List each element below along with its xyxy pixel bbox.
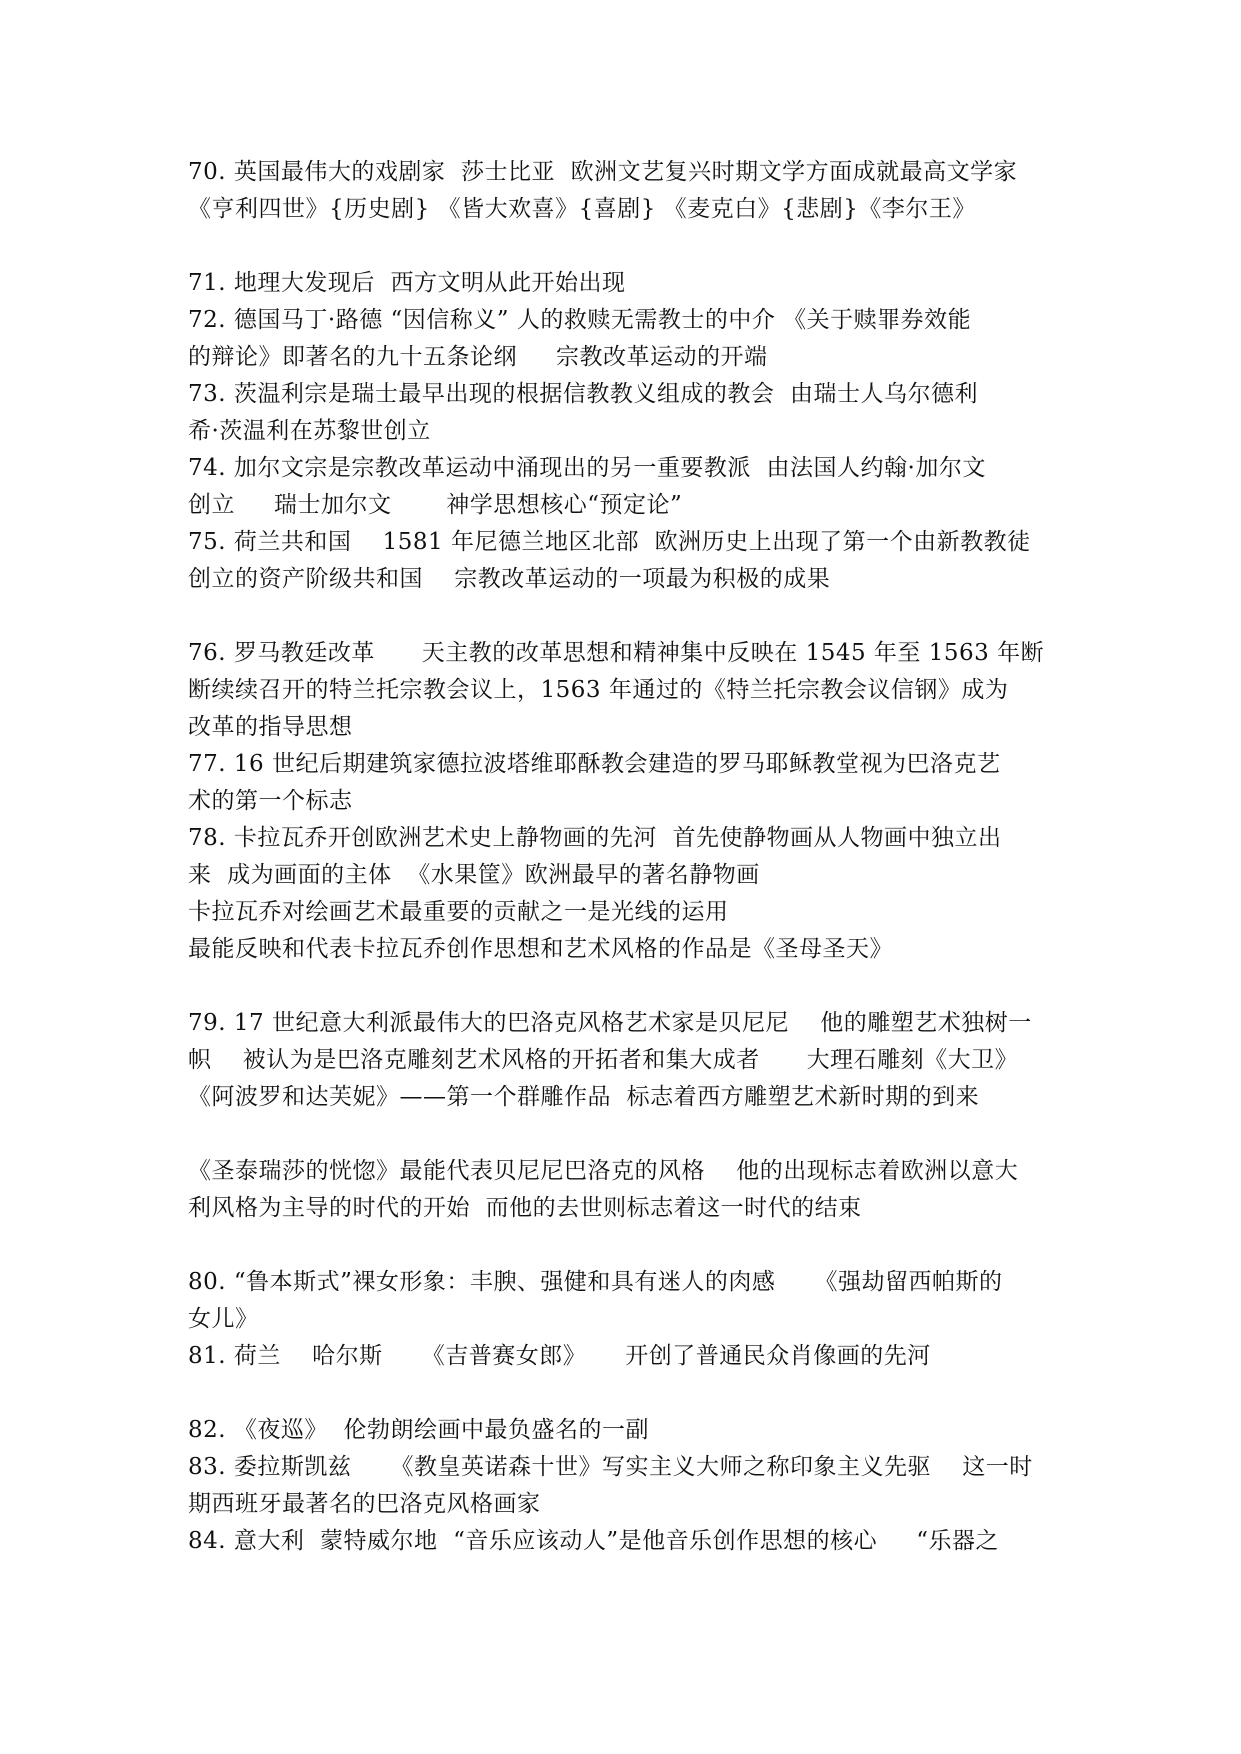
text-line: 帜 被认为是巴洛克雕刻艺术风格的开拓者和集大成者 大理石雕刻《大卫》 xyxy=(188,1047,1019,1073)
blank-line xyxy=(188,1227,1068,1264)
blank-line xyxy=(188,1116,1068,1153)
text-line: 希·茨温利在苏黎世创立 xyxy=(188,418,431,444)
text-line: 女儿》 xyxy=(188,1306,259,1332)
text-line: 78. 卡拉瓦乔开创欧洲艺术史上静物画的先河 首先使静物画从人物画中独立出 xyxy=(188,825,1002,851)
text-line: 72. 德国马丁·路德 “因信称义” 人的救赎无需教士的中介 《关于赎罪券效能 xyxy=(188,307,972,333)
text-line: 81. 荷兰 哈尔斯 《吉普赛女郎》 开创了普通民众肖像画的先河 xyxy=(188,1343,931,1369)
text-line: 创立 瑞士加尔文 神学思想核心“预定论” xyxy=(188,492,683,518)
text-line: 74. 加尔文宗是宗教改革运动中涌现出的另一重要教派 由法国人约翰·加尔文 xyxy=(188,455,986,481)
text-line: 76. 罗马教廷改革 天主教的改革思想和精神集中反映在 1545 年至 1563 年断 xyxy=(188,640,1045,666)
text-line: 期西班牙最著名的巴洛克风格画家 xyxy=(188,1491,541,1517)
text-line: 75. 荷兰共和国 1581 年尼德兰地区北部 欧洲历史上出现了第一个由新教教徒 xyxy=(188,529,1031,555)
text-line: 创立的资产阶级共和国 宗教改革运动的一项最为积极的成果 xyxy=(188,566,831,592)
text-line: 《圣泰瑞莎的恍惚》最能代表贝尼尼巴洛克的风格 他的出现标志着欧洲以意大 xyxy=(188,1158,1019,1184)
text-line: 《阿波罗和达芙妮》——第一个群雕作品 标志着西方雕塑艺术新时期的到来 xyxy=(188,1084,980,1110)
text-line: 79. 17 世纪意大利派最伟大的巴洛克风格艺术家是贝尼尼 他的雕塑艺术独树一 xyxy=(188,1010,1032,1036)
text-line: 断续续召开的特兰托宗教会议上，1563 年通过的《特兰托宗教会议信钢》成为 xyxy=(188,677,1009,703)
text-line: 卡拉瓦乔对绘画艺术最重要的贡献之一是光线的运用 xyxy=(188,899,729,925)
text-line: 83. 委拉斯凯兹 《教皇英诺森十世》写实主义大师之称印象主义先驱 这一时 xyxy=(188,1454,1033,1480)
blank-line xyxy=(188,1375,1068,1412)
text-line: 利风格为主导的时代的开始 而他的去世则标志着这一时代的结束 xyxy=(188,1195,862,1221)
text-line: 82. 《夜巡》 伦勃朗绘画中最负盛名的一副 xyxy=(188,1417,650,1443)
text-line: 《亨利四世》{历史剧} 《皆大欢喜》{喜剧} 《麦克白》{悲剧}《李尔王》 xyxy=(188,196,976,222)
text-line: 最能反映和代表卡拉瓦乔创作思想和艺术风格的作品是《圣母圣天》 xyxy=(188,936,893,962)
text-line: 80. “鲁本斯式”裸女形象：丰腴、强健和具有迷人的肉感 《强劫留西帕斯的 xyxy=(188,1269,1003,1295)
text-line: 71. 地理大发现后 西方文明从此开始出现 xyxy=(188,270,626,296)
text-line: 术的第一个标志 xyxy=(188,788,353,814)
text-line: 改革的指导思想 xyxy=(188,714,353,740)
blank-line xyxy=(188,968,1068,1005)
blank-line xyxy=(188,598,1068,635)
text-line: 84. 意大利 蒙特威尔地 “音乐应该动人”是他音乐创作思想的核心 “乐器之 xyxy=(188,1528,999,1554)
text-line: 73. 茨温利宗是瑞士最早出现的根据信教教义组成的教会 由瑞士人乌尔德利 xyxy=(188,381,979,407)
text-line: 的辩论》即著名的九十五条论纲 宗教改革运动的开端 xyxy=(188,344,768,370)
text-line: 77. 16 世纪后期建筑家德拉波塔维耶酥教会建造的罗马耶稣教堂视为巴洛克艺 xyxy=(188,751,1001,777)
document-body xyxy=(188,154,1068,1560)
text-line: 70. 英国最伟大的戏剧家 莎士比亚 欧洲文艺复兴时期文学方面成就最高文学家 xyxy=(188,159,1018,185)
text-line: 来 成为画面的主体 《水果筐》欧洲最早的著名静物画 xyxy=(188,862,760,888)
blank-line xyxy=(188,228,1068,265)
